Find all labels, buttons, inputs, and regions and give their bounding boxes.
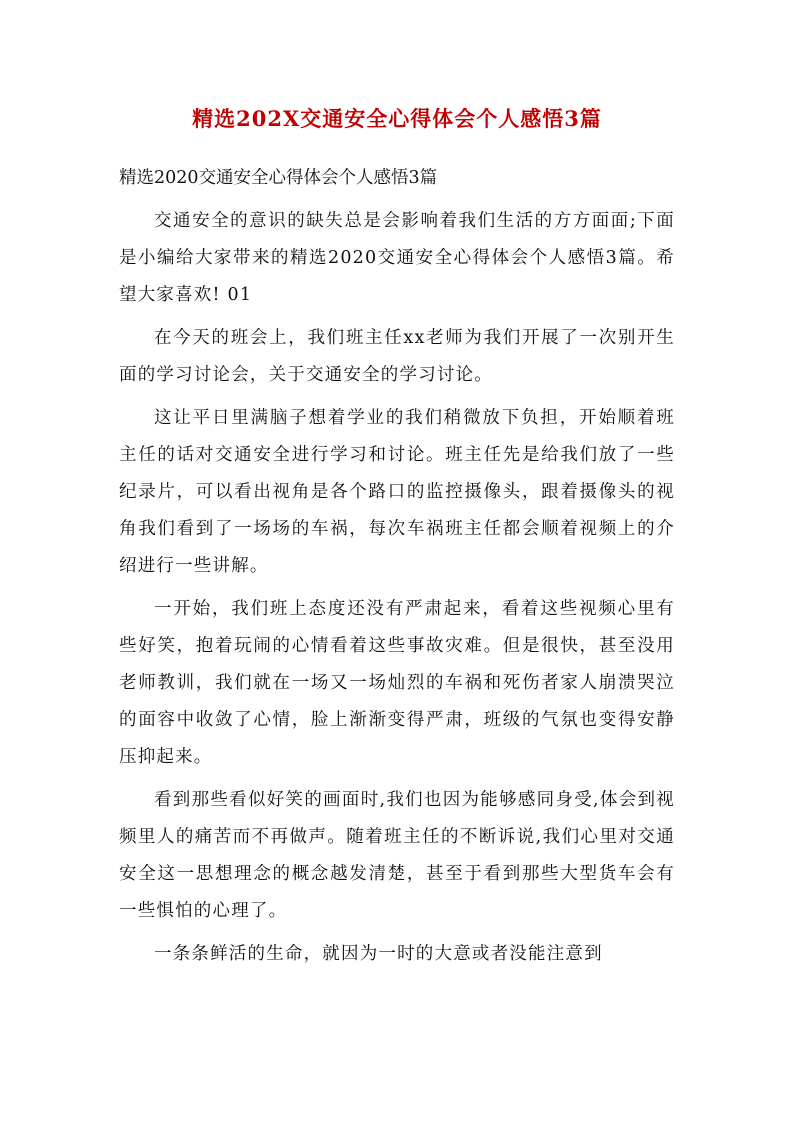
- paragraph-empathy: 看到那些看似好笑的画面时,我们也因为能够感同身受,体会到视频里人的痛苦而不再做声。随着班主任的不断诉说,我们心里对交通安全这一思想理念的概念越发清楚，甚至于看到那些大型货车会有一些惧怕的心理了。: [119, 790, 675, 921]
- paragraph-class-meeting: 在今天的班会上，我们班主任xx老师为我们开展了一次别开生面的学习讨论会，关于交通安全的学习讨论。: [119, 328, 675, 385]
- document-body: [119, 203, 675, 979]
- paragraph-documentary: 这让平日里满脑子想着学业的我们稍微放下负担，开始顺着班主任的话对交通安全进行学习和讨论。班主任先是给我们放了一些纪录片，可以看出视角是各个路口的监控摄像头，跟着摄像头的视角我们看到了一场场的车祸，每次车祸班主任都会顺着视频上的介绍进行一些讲解。: [119, 408, 675, 576]
- paragraph-lives: 一条条鲜活的生命，就因为一时的大意或者没能注意到: [154, 944, 603, 964]
- document-subtitle: 精选2020交通安全心得体会个人感悟3篇: [119, 168, 438, 188]
- paragraph-intro: 交通安全的意识的缺失总是会影响着我们生活的方方面面;下面是小编给大家带来的精选2020交通安全心得体会个人感悟3篇。希望大家喜欢! 01: [119, 211, 675, 305]
- document-title: 精选202X交通安全心得体会个人感悟3篇: [192, 106, 602, 131]
- paragraph-attitude: 一开始，我们班上态度还没有严肃起来，看着这些视频心里有些好笑，抱着玩闹的心情看着这些事故灾难。但是很快，甚至没用老师教训，我们就在一场又一场灿烈的车祸和死伤者家人崩溃哭泣的面容中收敛了心情，脸上渐渐变得严肃，班级的气氛也变得安静压抑起来。: [119, 599, 675, 767]
